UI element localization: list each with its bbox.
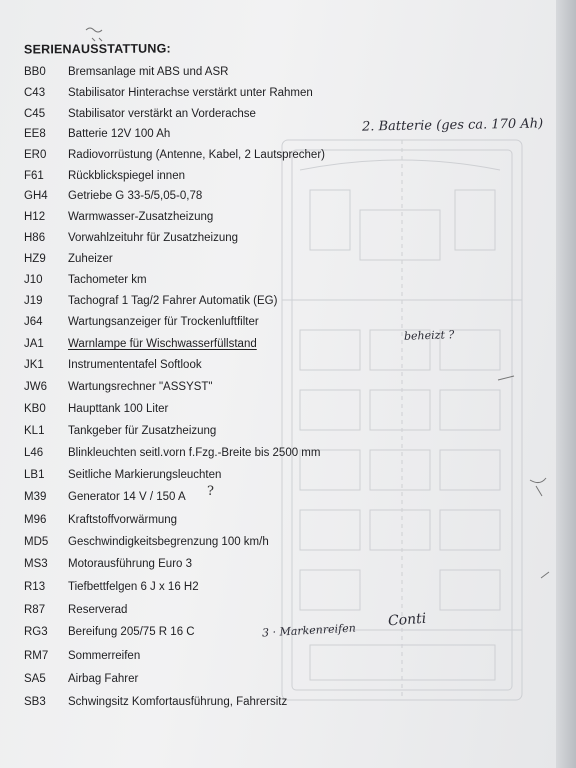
item-code: ER0	[24, 149, 47, 161]
item-code: L46	[24, 447, 44, 459]
item-description: Kraftstoffvorwärmung	[68, 514, 178, 526]
item-code: J64	[24, 316, 43, 328]
item-code: C43	[24, 87, 46, 99]
item-code: J19	[24, 295, 43, 307]
item-description: Wartungsrechner "ASSYST"	[68, 381, 213, 393]
item-description: Vorwahlzeituhr für Zusatzheizung	[68, 232, 239, 244]
item-code: H12	[24, 211, 46, 223]
item-code: JW6	[24, 381, 47, 393]
item-code: RG3	[24, 626, 48, 638]
item-description: Instrumententafel Softlook	[68, 359, 202, 371]
item-code: HZ9	[24, 253, 46, 265]
item-description: Getriebe G 33-5/5,05-0,78	[68, 190, 203, 202]
item-description: Blinkleuchten seitl.vorn f.Fzg.-Breite bis 2500 mm	[68, 447, 321, 459]
item-description: Geschwindigkeitsbegrenzung 100 km/h	[68, 536, 269, 548]
item-description: Motorausführung Euro 3	[68, 558, 193, 570]
item-code: F61	[24, 170, 44, 182]
item-description: Radiovorrüstung (Antenne, Kabel, 2 Lautsprecher)	[68, 149, 325, 161]
item-code: LB1	[24, 469, 45, 481]
handwritten-tyre-note: 3 · Markenreifen	[261, 621, 357, 640]
item-description: Warmwasser-Zusatzheizung	[68, 211, 214, 223]
handwritten-question-mark: ?	[207, 484, 214, 499]
item-description: Tachograf 1 Tag/2 Fahrer Automatik (EG)	[68, 295, 278, 307]
item-description: Sommerreifen	[68, 650, 141, 662]
handwritten-battery-note: 2. Batterie (ges ca. 170 Ah)	[361, 116, 544, 135]
item-code: RM7	[24, 650, 49, 662]
item-code: BB0	[24, 66, 46, 78]
item-description: Wartungsanzeiger für Trockenluftfilter	[68, 316, 259, 328]
item-description: Bereifung 205/75 R 16 C	[68, 626, 195, 638]
page-edge	[556, 0, 576, 768]
item-code: EE8	[24, 128, 46, 140]
item-code: JA1	[24, 338, 44, 350]
item-code: KB0	[24, 403, 46, 415]
item-code: R87	[24, 604, 46, 616]
item-code: M39	[24, 491, 47, 503]
item-code: H86	[24, 232, 46, 244]
item-code: MS3	[24, 558, 48, 570]
item-code: SB3	[24, 696, 46, 708]
item-description: Rückblickspiegel innen	[68, 170, 185, 182]
item-description: Tachometer km	[68, 274, 147, 286]
item-description: Reserverad	[68, 604, 128, 616]
item-description: Warnlampe für Wischwasserfüllstand	[68, 338, 257, 350]
item-code: J10	[24, 274, 43, 286]
item-description: Batterie 12V 100 Ah	[68, 128, 171, 140]
item-code: R13	[24, 581, 46, 593]
item-code: C45	[24, 108, 46, 120]
item-description: Generator 14 V / 150 A	[68, 491, 186, 503]
item-code: M96	[24, 514, 47, 526]
item-description: Zuheizer	[68, 253, 113, 265]
item-description: Airbag Fahrer	[68, 673, 139, 685]
item-description: Tankgeber für Zusatzheizung	[68, 425, 217, 437]
item-code: GH4	[24, 190, 48, 202]
item-description: Haupttank 100 Liter	[68, 403, 169, 415]
item-code: JK1	[24, 359, 44, 371]
item-code: SA5	[24, 673, 46, 685]
item-code: MD5	[24, 536, 49, 548]
item-description: Stabilisator verstärkt an Vorderachse	[68, 108, 256, 120]
item-description: Schwingsitz Komfortausführung, Fahrersitz	[68, 696, 288, 708]
item-code: KL1	[24, 425, 45, 437]
item-description: Stabilisator Hinterachse verstärkt unter Rahmen	[68, 87, 313, 99]
item-description: Seitliche Markierungsleuchten	[68, 469, 222, 481]
handwritten-heated-note: beheizt ?	[403, 328, 455, 343]
handwritten-tyre-brand: Conti	[387, 610, 427, 630]
item-description: Bremsanlage mit ABS und ASR	[68, 66, 229, 78]
item-description: Tiefbettfelgen 6 J x 16 H2	[68, 581, 199, 593]
page-title: SERIENAUSSTATTUNG:	[23, 41, 171, 57]
